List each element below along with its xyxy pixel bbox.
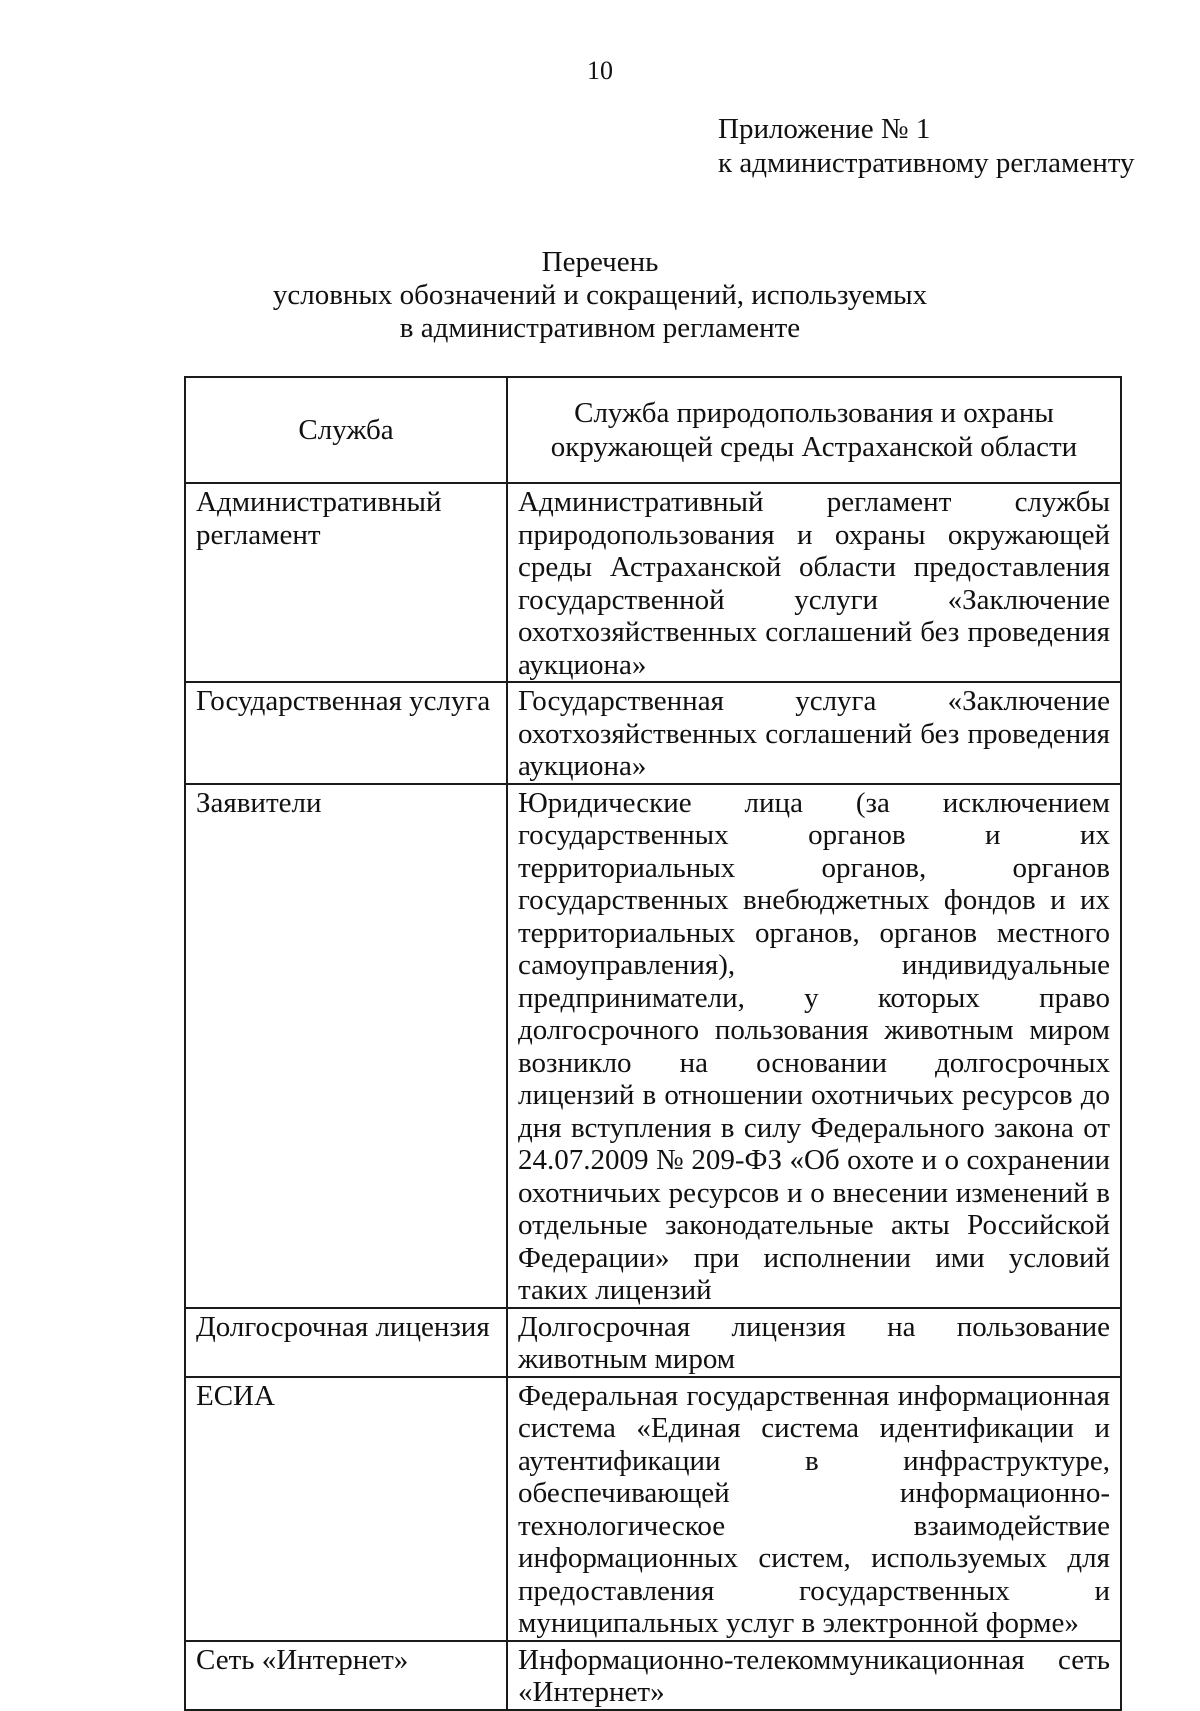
term-cell: Государственная услуга: [185, 682, 507, 784]
definition-cell: Долгосрочная лицензия на пользование животным миром: [507, 1308, 1121, 1377]
table-row: [185, 784, 1121, 1308]
definition-cell: Государственная услуга «Заключение охотхозяйственных соглашений без проведения аукциона»: [507, 682, 1121, 784]
page-number: 10: [587, 56, 613, 85]
title-line-3: в административном регламенте: [399, 312, 801, 344]
table-row: [185, 682, 1121, 784]
term-cell: Сеть «Интернет»: [185, 1641, 507, 1710]
title-line-1: Перечень: [541, 246, 659, 278]
table-row: [185, 483, 1121, 682]
title-line-2: условных обозначений и сокращений, используемых: [272, 279, 928, 311]
definition-cell: Служба природопользования и охраны окружающей среды Астраханской области: [507, 377, 1121, 483]
term-cell: Заявители: [185, 784, 507, 1308]
definition-cell: Административный регламент службы природопользования и охраны окружающей среды Астраханской области предоставления государственной услуги «Заключение охотхозяйственных соглашений без проведения аукциона»: [507, 483, 1121, 682]
term-cell: ЕСИА: [185, 1377, 507, 1641]
table-row: [185, 1641, 1121, 1710]
definition-cell: Информационно-телекоммуникационная сеть «Интернет»: [507, 1641, 1121, 1710]
definition-cell: Федеральная государственная информационная система «Единая система идентификации и аутентификации в инфраструктуре, обеспечивающей информационно-технологическое взаимодействие информационных систем, используемых для предоставления государственных и муниципальных услуг в электронной форме»: [507, 1377, 1121, 1641]
definition-cell: Юридические лица (за исключением государственных органов и их территориальных органов, органов государственных внебюджетных фондов и их территориальных органов, органов местного самоуправления), индивидуальные предприниматели, у которых право долгосрочного пользования животным миром возникло на основании долгосрочных лицензий в отношении охотничьих ресурсов до дня вступления в силу Федерального закона от 24.07.2009 № 209-ФЗ «Об охоте и о сохранении охотничьих ресурсов и о внесении изменений в отдельные законодательные акты Российской Федерации» при исполнении ими условий таких лицензий: [507, 784, 1121, 1308]
term-cell: Административный регламент: [185, 483, 507, 682]
table-row: [185, 1377, 1121, 1641]
abbreviations-table: [184, 376, 1122, 1711]
term-cell: Долгосрочная лицензия: [185, 1308, 507, 1377]
appendix-subtitle: к административному регламенту: [718, 147, 1135, 179]
appendix-number: Приложение № 1: [718, 113, 931, 145]
term-cell: Служба: [185, 377, 507, 483]
document-title: [0, 246, 1200, 345]
table-header-row: [185, 377, 1121, 483]
table-row: [185, 1308, 1121, 1377]
appendix-reference: [718, 112, 1135, 180]
